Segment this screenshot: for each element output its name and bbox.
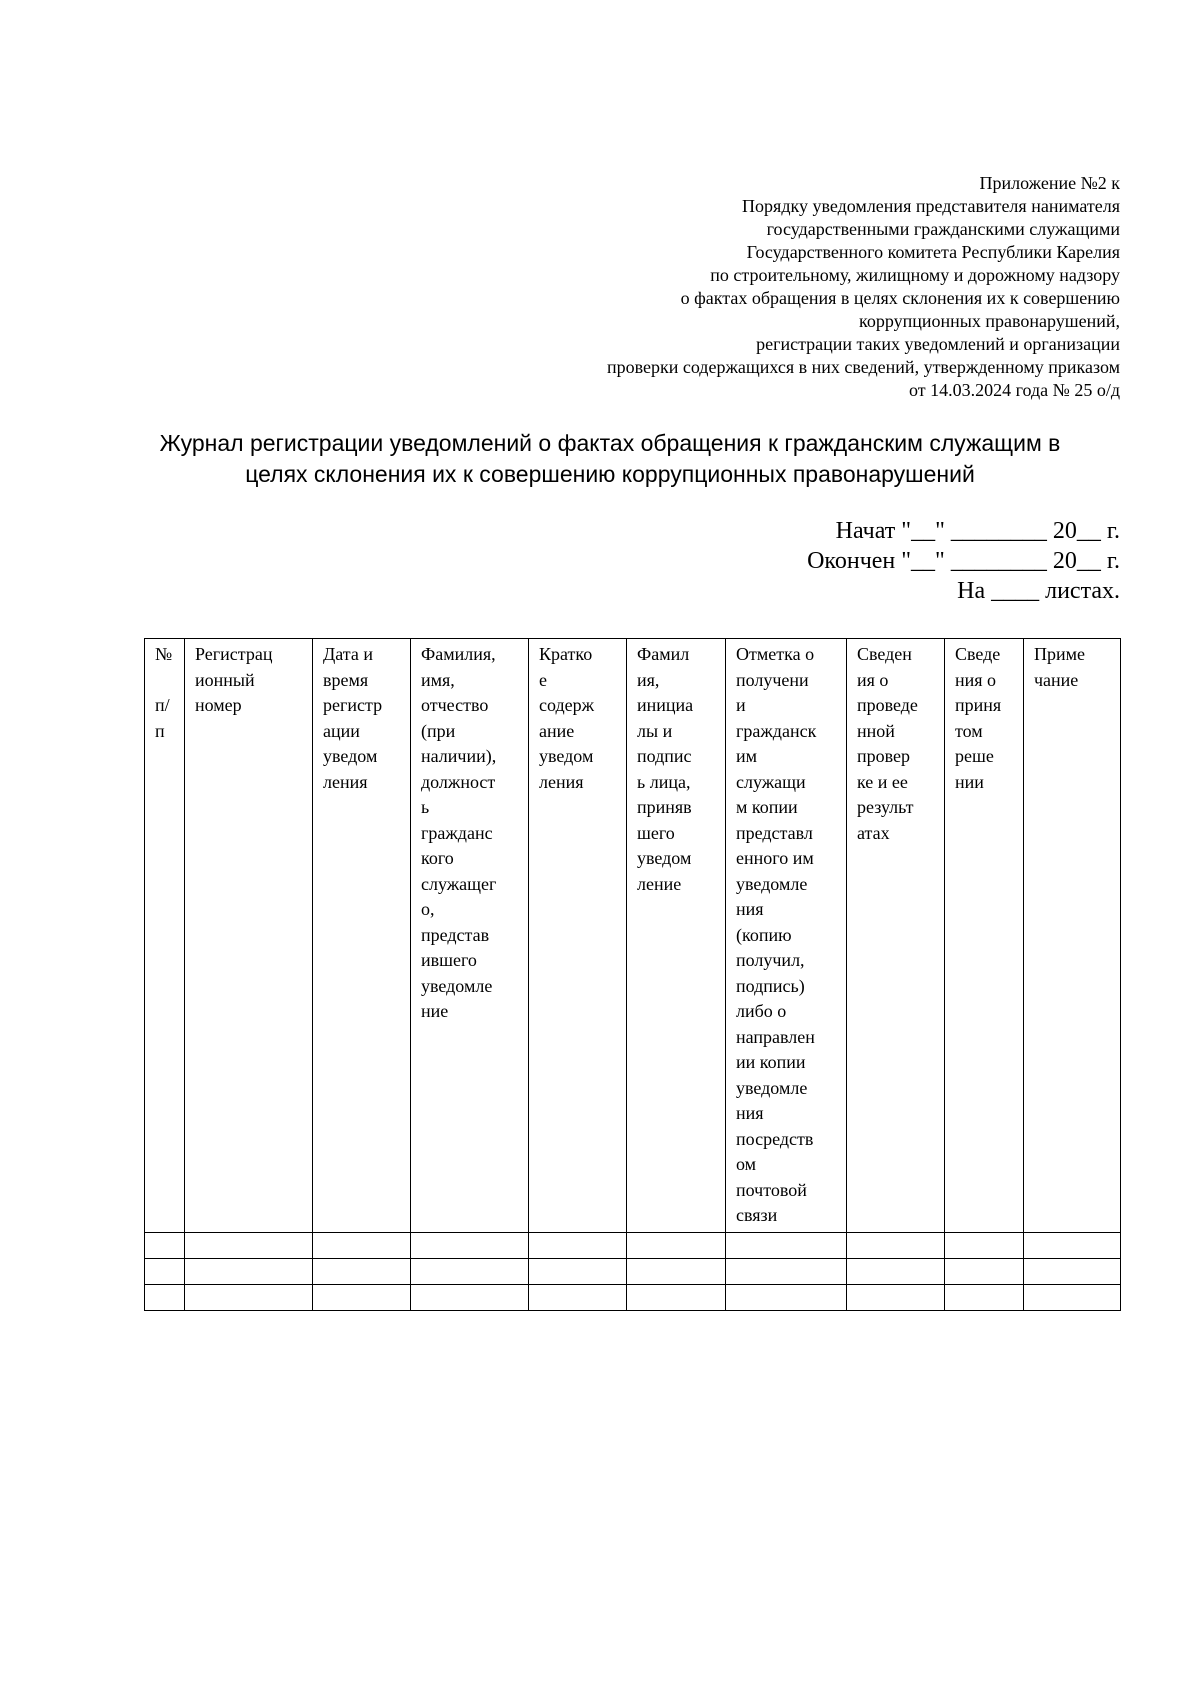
table-cell[interactable] (1024, 1232, 1121, 1258)
header-decision-info: Сведе ния о приня том реше нии (945, 639, 1024, 1233)
table-cell[interactable] (945, 1284, 1024, 1310)
title-line-1: Журнал регистрации уведомлений о фактах обращения к гражданским служащим в (159, 430, 1061, 456)
table-cell[interactable] (145, 1284, 185, 1310)
table-cell[interactable] (627, 1284, 726, 1310)
table-cell[interactable] (627, 1258, 726, 1284)
table-cell[interactable] (1024, 1284, 1121, 1310)
table-cell[interactable] (529, 1232, 627, 1258)
table-cell[interactable] (313, 1232, 411, 1258)
header-registration-number: Регистрац ионный номер (185, 639, 313, 1233)
table-cell[interactable] (411, 1258, 529, 1284)
table-cell[interactable] (145, 1258, 185, 1284)
appendix-line: Государственного комитета Республики Карелия (746, 242, 1120, 262)
appendix-line: государственными гражданскими служащими (766, 219, 1120, 239)
table-row (145, 1258, 1121, 1284)
table-cell[interactable] (313, 1284, 411, 1310)
header-note: Приме чание (1024, 639, 1121, 1233)
journal-table (144, 638, 1121, 1311)
table-cell[interactable] (185, 1232, 313, 1258)
header-copy-mark: Отметка о получени и гражданск им служащи м копии представл енного им уведомле ния (копию получил, подпись) либо о направлен ии копии уведомле ния посредств ом почтовой связи (726, 639, 847, 1233)
document-title (100, 428, 1120, 490)
table-row (145, 1232, 1121, 1258)
table-cell[interactable] (411, 1232, 529, 1258)
table-cell[interactable] (945, 1258, 1024, 1284)
table-cell[interactable] (529, 1284, 627, 1310)
appendix-line: Порядку уведомления представителя нанимателя (742, 196, 1120, 216)
table-cell[interactable] (945, 1232, 1024, 1258)
table-row (145, 1284, 1121, 1310)
table-header-row (145, 639, 1121, 1233)
table-cell[interactable] (411, 1284, 529, 1310)
table-cell[interactable] (726, 1258, 847, 1284)
table-cell[interactable] (847, 1258, 945, 1284)
appendix-line: о фактах обращения в целях склонения их к совершению (680, 288, 1120, 308)
table-cell[interactable] (627, 1232, 726, 1258)
table-cell[interactable] (185, 1284, 313, 1310)
appendix-line: регистрации таких уведомлений и организации (756, 334, 1120, 354)
sheets-count: На ____ листах. (957, 578, 1120, 604)
table-cell[interactable] (847, 1284, 945, 1310)
header-check-info: Сведен ия о проведе нной провер ке и ее результ атах (847, 639, 945, 1233)
appendix-line: по строительному, жилищному и дорожному надзору (710, 265, 1120, 285)
appendix-block (420, 172, 1120, 402)
appendix-line: Приложение №2 к (979, 173, 1120, 193)
table-cell[interactable] (847, 1232, 945, 1258)
appendix-line: коррупционных правонарушений, (859, 311, 1120, 331)
header-registration-datetime: Дата и время регистр ации уведом ления (313, 639, 411, 1233)
journal-dates (520, 516, 1120, 606)
table-cell[interactable] (145, 1232, 185, 1258)
table-cell[interactable] (726, 1232, 847, 1258)
table-cell[interactable] (1024, 1258, 1121, 1284)
header-summary: Кратко е содерж ание уведом ления (529, 639, 627, 1233)
table-cell[interactable] (529, 1258, 627, 1284)
table-cell[interactable] (185, 1258, 313, 1284)
header-employee-name: Фамилия, имя, отчество (при наличии), должност ь гражданс кого служащег о, представ ившего уведомле ние (411, 639, 529, 1233)
appendix-line: проверки содержащихся в них сведений, утвержденному приказом (606, 357, 1120, 377)
appendix-line: от 14.03.2024 года № 25 о/д (908, 380, 1120, 400)
table-cell[interactable] (726, 1284, 847, 1310)
table-cell[interactable] (313, 1258, 411, 1284)
header-number: № п/ п (145, 639, 185, 1233)
started-date: Начат "__" ________ 20__ г. (835, 518, 1120, 544)
header-receiver: Фамил ия, инициа лы и подпис ь лица, приняв шего уведом ление (627, 639, 726, 1233)
finished-date: Окончен "__" ________ 20__ г. (807, 548, 1120, 574)
title-line-2: целях склонения их к совершению коррупционных правонарушений (245, 461, 975, 487)
